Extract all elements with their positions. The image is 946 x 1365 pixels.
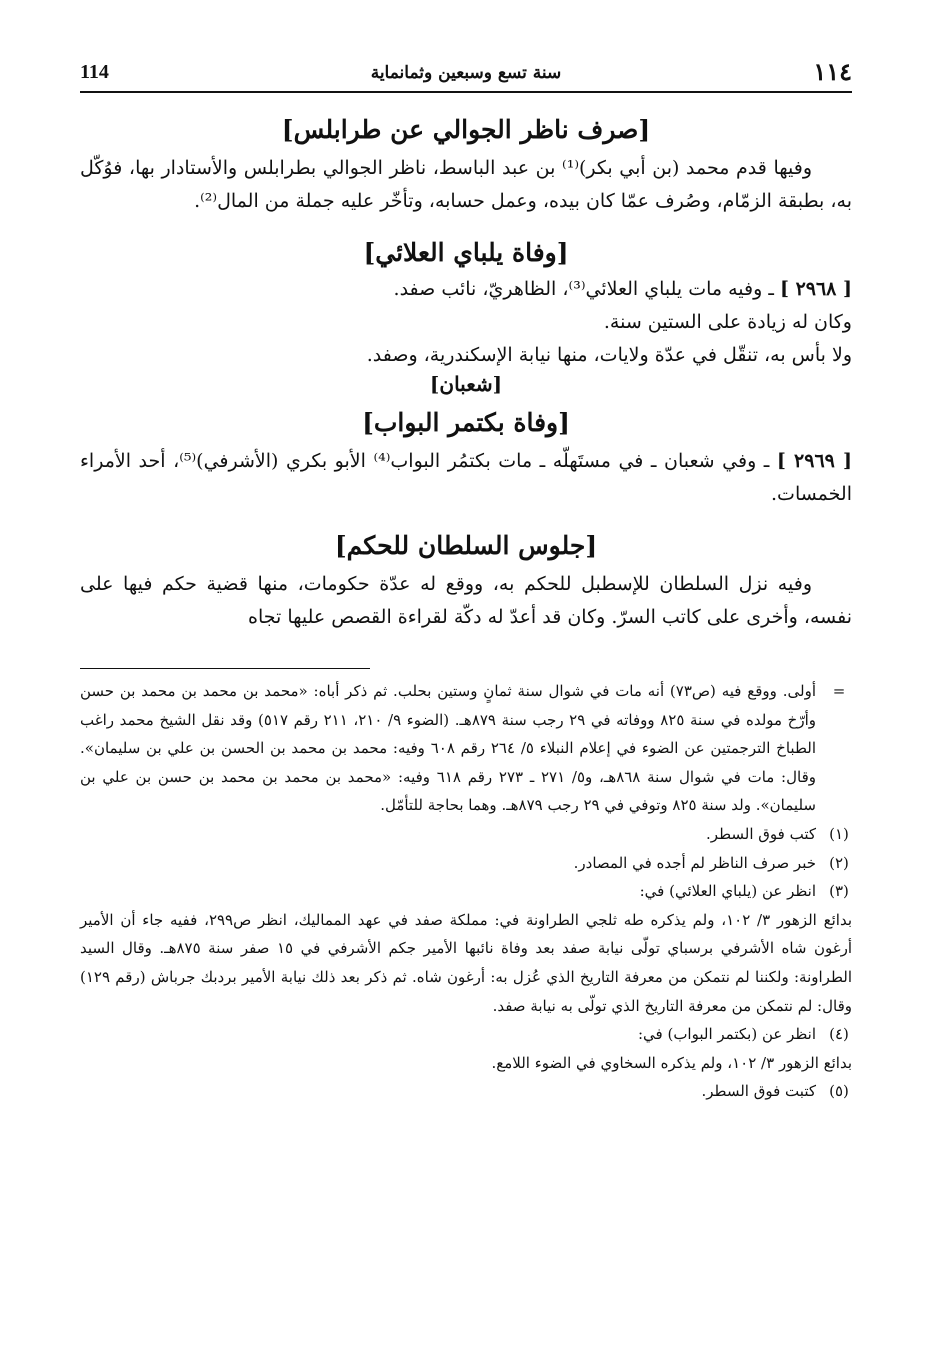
section-heading: [وفاة يلباي العلائي] <box>363 238 569 267</box>
paragraph: ولا بأس به، تنقّل في عدّة ولايات، منها نيابة الإسكندرية، وصفد. <box>366 344 852 366</box>
footnote-5 <box>80 1077 852 1106</box>
paragraph: وفيه نزل السلطان للإسطبل للحكم به، ووقع له عدّة حكومات، منها قضية حكم فيها على نفسه، وأخرى على كاتب السرّ. وكان قد أعدّ له دكّة لقراءة القصص عليها تجاه <box>80 573 852 628</box>
month-heading: [شعبان] <box>429 372 503 396</box>
running-title: سنة تسع وسبعين وثمانماية <box>370 63 562 83</box>
footnote-1 <box>80 820 852 849</box>
footnote-text: كتب فوق السطر. <box>706 824 816 843</box>
footnote-mark: (٥) <box>829 1082 849 1101</box>
page-header <box>80 55 852 93</box>
footnote-text: خبر صرف الناظر لم أجده في المصادر. <box>573 853 816 872</box>
footnote-separator <box>80 668 370 669</box>
paragraph: وكان له زيادة على الستين سنة. <box>603 311 852 333</box>
section-heading: [وفاة بكتمر البواب] <box>362 408 570 437</box>
page-number-arabic: ١١٤ <box>813 57 852 86</box>
footnote-text: انظر عن (بكتمر البواب) في: <box>637 1025 816 1044</box>
paragraph: وفيها قدم محمد (بن أبي بكر)⁽¹⁾ بن عبد الباسط، ناظر الجوالي بطرابلس والأستادار بها، فوُكّل به، بطبقة الزمّام، وصُرف عمّا كان بيده، وعمل حسابه، وتأخّر عليه جملة من المال⁽²⁾. <box>80 157 852 212</box>
main-text <box>80 115 852 634</box>
section-heading: [صرف ناظر الجوالي عن طرابلس] <box>281 115 651 144</box>
footnote-4-body: بدائع الزهور ٣/ ١٠٢، ولم يذكره السخاوي في الضوء اللامع. <box>491 1053 852 1072</box>
footnote-4 <box>80 1020 852 1049</box>
footnote-2 <box>80 849 852 878</box>
entry-text: ـ وفيه مات يلباي العلائي⁽³⁾، الظاهريّ، نائب صفد. <box>393 278 774 300</box>
footnote-text: أولى. ووقع فيه (ص٧٣) أنه مات في شوال سنة ثمانٍ وستين بحلب. ثم ذكر أباه: «محمد بن محمد بن محمد بن حسن وأرّخ مولده في سنة ٨٢٥ ووفاته في ٢٩ رجب سنة ٨٧٩هـ. (الضوء ٩/ ٢١٠، ٢١١ رقم ٥١٧) وقد نقل الشيخ محمد راغب الطباخ الترجمتين عن الضوء في إعلام النبلاء ٥/ ٢٦٤ رقم ٦٠٨ وفيه: محمد بن محمد بن الحسن بن علي بن سليمان». وقال: مات في شوال سنة ٨٦٨هـ، و٥/ ٢٧١ ـ ٢٧٣ رقم ٦١٨ وفيه: «محمد بن محمد بن محمد بن حسن بن علي بن سليمان». ولد سنة ٨٢٥ وتوفي في ٢٩ رجب ٨٧٩هـ. وهما بحاجة للتأمّل. <box>80 682 817 815</box>
footnote-mark: (١) <box>829 824 849 843</box>
footnote-mark: (٢) <box>829 853 849 872</box>
footnote-text: كتبت فوق السطر. <box>701 1082 816 1101</box>
footnote-mark: (٣) <box>829 882 849 901</box>
entry-number: [ ٢٩٦٨ ] <box>779 278 852 300</box>
entry-2968 <box>80 273 852 306</box>
footnotes <box>80 677 852 1106</box>
entry-2969 <box>80 445 852 511</box>
entry-number: [ ٢٩٦٩ ] <box>776 450 852 472</box>
footnote-continuation <box>80 677 852 820</box>
section-heading: [جلوس السلطان للحكم] <box>334 531 598 560</box>
footnote-3-body: بدائع الزهور ٣/ ١٠٢، ولم يذكره طه ثلجي الطراونة في: مملكة صفد في عهد المماليك، انظر ص٢٩٩، ففيه جاء أن الأمير أرغون شاه الأشرفي برسباي تولّى نيابة صفد بعد وفاة نائبها الأمير جكم الأشرفي في ١٥ صفر سنة ٨٧٥هـ. وقال السيد الطراونة: ولكننا لم نتمكن من معرفة التاريخ الذي عُزل به: أرغون شاه. ثم ذكر بعد ذلك نيابة الأمير بردبك جرباش (رقم ١٢٩) وقال: لم نتمكن من معرفة التاريخ الذي تولّى به نيابة صفد. <box>80 910 853 1015</box>
footnote-text: انظر عن (يلباي العلائي) في: <box>639 882 816 901</box>
footnote-3 <box>80 877 852 906</box>
footnote-mark: (٤) <box>829 1025 849 1044</box>
entry-text: ـ وفي شعبان ـ في مستَهلّه ـ مات بكتمُر البواب⁽⁴⁾ الأبو بكري (الأشرفي)⁽⁵⁾، أحد الأمراء الخمسات. <box>80 450 852 505</box>
continuation-mark: = <box>832 682 846 700</box>
book-page <box>80 55 852 1106</box>
page-number-latin: 114 <box>80 61 109 83</box>
